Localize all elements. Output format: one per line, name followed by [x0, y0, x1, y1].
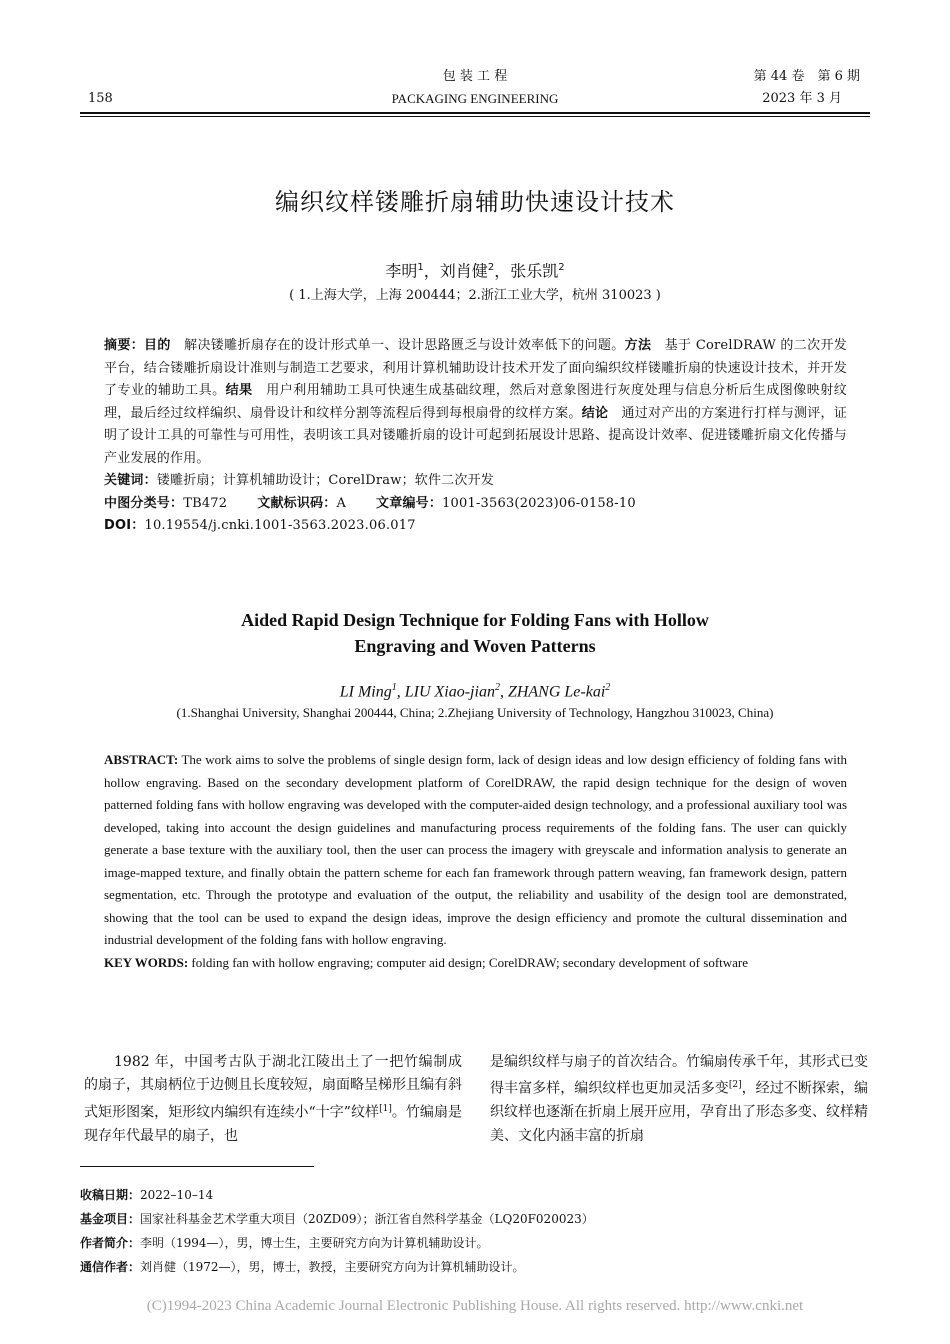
result-text: 用户利用辅助工具可快速生成基础纹理，然后对意象图进行灰度处理与信息分析后生成图像映射纹理，最后经过纹样编织、扇骨设计和纹样分割等流程后得到每根扇骨的纹样方案。: [104, 383, 847, 421]
author-separator: ,: [499, 683, 508, 701]
footnote-rule: [80, 1166, 314, 1167]
author-affil-sup: 2: [487, 262, 495, 273]
body-paragraph: 1982 年，中国考古队于湖北江陵出土了一把竹编制成的扇子，其扇柄位于边侧且长度较短，扇面略呈梯形且编有斜式矩形图案，矩形纹内编织有连续小“十字”纹样: [84, 1054, 462, 1121]
page-number: 158: [88, 91, 113, 106]
method-label: 方法: [624, 338, 652, 353]
method-text: 基于 CorelDRAW 的二次开发平台，结合镂雕折扇设计准则与制造工艺要求，利用计算机辅助设计技术开发了面向编织纹样镂雕折扇的快速设计技术，并开发了专业的辅助工具。: [104, 338, 847, 398]
volume-issue: 第 44 卷 第 6 期: [753, 69, 860, 84]
footnote-author-bio: [80, 1233, 870, 1253]
fund-label: 基金项目：: [80, 1212, 141, 1226]
abstract-cn: [104, 335, 847, 538]
title-en-line: Engraving and Woven Patterns: [354, 636, 596, 656]
author-name: 刘肖健: [439, 261, 488, 281]
conclusion-text: 通过对产出的方案进行打样与测评，证明了设计工具的可靠性与可用性，表明该工具对镂雕折扇的设计可起到拓展设计思路、提高设计效率、促进镂雕折扇文化传播与产业发展的作用。: [104, 405, 848, 466]
footnote-corresponding: [80, 1257, 870, 1277]
paper-title-en: [80, 607, 870, 659]
body-paragraph: 是编织纹样与扇子的首次结合。竹编扇传承千年，其形式已变得丰富多样，编织纹样也更加灵活多变: [490, 1054, 868, 1098]
purpose-label: 目的: [144, 338, 171, 353]
abstract-en: [104, 749, 847, 974]
body-paragraph-cont: 。竹编扇是现存年代最早的扇子，也: [84, 1104, 462, 1144]
abstract-en-label: ABSTRACT:: [104, 752, 179, 767]
doi-value: 10.19554/j.cnki.1001-3563.2023.06.017: [144, 518, 416, 533]
keywords-text: 镂雕折扇；计算机辅助设计；CorelDraw；软件二次开发: [156, 473, 494, 488]
author-affil-sup: 1: [391, 682, 397, 693]
keywords-label: 关键词：: [104, 473, 157, 488]
article-number-label: 文章编号：: [376, 495, 443, 511]
issue-date: 2023 年 3 月: [762, 91, 842, 106]
corr-text: 刘肖健（1972—），男，博士，教授，主要研究方向为计算机辅助设计。: [140, 1260, 525, 1274]
header-rule-thick: [80, 112, 870, 114]
author-affil-sup: 2: [494, 682, 500, 693]
author-separator: ，: [423, 261, 440, 281]
doc-code-value: A: [336, 495, 347, 511]
journal-name-cn: 包 装 工 程: [442, 69, 508, 84]
bio-label: 作者简介：: [80, 1236, 141, 1250]
clc-value: TB472: [183, 495, 228, 511]
author-list-cn: [80, 256, 870, 283]
bio-text: 李明（1994—），男，博士生，主要研究方向为计算机辅助设计。: [140, 1236, 489, 1250]
body-column-left: [84, 1051, 462, 1148]
author-separator: ,: [396, 683, 405, 701]
keywords-en: [104, 952, 847, 975]
abstract-label: 摘要：: [104, 338, 145, 353]
author-separator: ，: [494, 261, 511, 281]
footnote-funding: [80, 1209, 870, 1229]
body-paragraph-cont: ，经过不断探索，编织纹样也逐渐在折扇上展开应用，孕育出了形态多变、纹样精美、文化内涵丰富的折扇: [490, 1081, 869, 1144]
body-column-right: [490, 1051, 868, 1148]
author-affil-sup: 2: [605, 682, 611, 693]
clc-label: 中图分类号：: [104, 495, 184, 511]
paper-title-cn: 编织纹样镂雕折扇辅助快速设计技术: [275, 188, 675, 216]
affiliation-cn: ( 1.上海大学，上海 200444；2.浙江工业大学，杭州 310023 ): [289, 288, 661, 303]
author-name: 张乐凯: [510, 261, 559, 281]
author-name: LIU Xiao-jian: [404, 683, 495, 701]
keywords-cn: [104, 470, 847, 493]
corr-label: 通信作者：: [80, 1260, 141, 1274]
author-name: LI Ming: [339, 683, 392, 701]
author-affil-sup: 1: [417, 262, 424, 273]
result-label: 结果: [225, 383, 253, 398]
journal-name-en: PACKAGING ENGINEERING: [391, 91, 559, 106]
cnki-watermark: (C)1994-2023 China Academic Journal Electronic Publishing House. All rights reserved. http://www.cnki.net: [146, 1298, 804, 1314]
keywords-en-text: folding fan with hollow engraving; computer aid design; CorelDRAW; secondary development of software: [191, 954, 749, 970]
author-list-en: [80, 677, 870, 703]
fund-text: 国家社科基金艺术学重大项目（20ZD09）；浙江省自然科学基金（LQ20F020023）: [140, 1212, 594, 1226]
abstract-en-text: The work aims to solve the problems of single design form, lack of design ideas and low design efficiency of folding fans with hollow engraving. Based on the secondary development platform of CorelDRAW, the rapid design technique for the design of woven patterned folding fans with hollow engraving was developed with the computer-aided design technology, and a professional auxiliary tool was developed, taking into account the design guidelines and manufacturing process requirements of the folding fans. The user can quickly generate a base texture with the auxiliary tool, then the user can process the imagery with greyscale and information analysis to generate an image-mapped texture, and finally obtain the pattern scheme for each fan framework through pattern weaving, fan framework design, pattern segmentation, etc. Through the prototype and evaluation of the output, the reliability and usability of the design tool are demonstrated, showing that the tool can be used to expand the design ideas, improve the design efficiency and promote the cultural dissemination and industrial development of the folding fans with hollow engraving.: [104, 752, 847, 947]
doc-code-label: 文献标识码：: [257, 495, 337, 511]
conclusion-label: 结论: [581, 405, 609, 421]
citation-ref: [2]: [728, 1080, 742, 1091]
author-name: 李明: [385, 261, 418, 281]
article-number-value: 1001-3563(2023)06-0158-10: [442, 495, 636, 511]
title-en-line: Aided Rapid Design Technique for Folding Fans with Hollow: [241, 610, 709, 630]
header-rule-thin: [80, 116, 870, 117]
received-date: 2022–10–14: [140, 1188, 214, 1202]
citation-ref: [1]: [379, 1103, 392, 1114]
classification-line: [104, 493, 847, 516]
purpose-text: 解决镂雕折扇存在的设计形式单一、设计思路匮乏与设计效率低下的问题。: [184, 338, 625, 353]
footnote-received: [80, 1185, 870, 1205]
doi-label: DOI：: [104, 518, 145, 533]
author-name: ZHANG Le-kai: [507, 683, 606, 701]
affiliation-en: (1.Shanghai University, Shanghai 200444, China; 2.Zhejiang University of Technology, Hangzhou 310023, China): [176, 705, 774, 720]
doi-line: [104, 515, 847, 538]
received-label: 收稿日期：: [80, 1188, 141, 1202]
keywords-en-label: KEY WORDS:: [104, 954, 189, 970]
author-affil-sup: 2: [558, 262, 565, 273]
